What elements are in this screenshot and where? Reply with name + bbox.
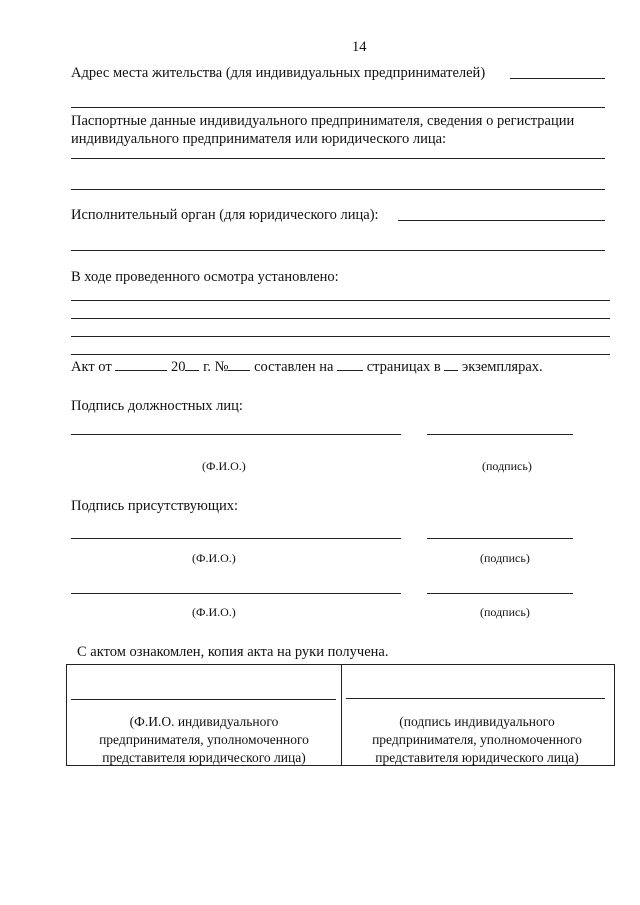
passport-field-line-1[interactable] <box>71 158 605 159</box>
inspection-field-line-3[interactable] <box>71 336 610 337</box>
act-year-field[interactable] <box>185 357 199 371</box>
act-from-label: Акт от <box>71 359 112 375</box>
table-right-caption <box>342 713 612 767</box>
attendees-fio-line-2[interactable] <box>71 593 401 594</box>
officials-signature-line[interactable] <box>427 434 573 435</box>
officials-fio-caption: (Ф.И.О.) <box>202 459 246 473</box>
residence-field-inline[interactable] <box>510 78 605 79</box>
act-year-prefix: 20 <box>170 359 186 375</box>
attendees-signature-line-2[interactable] <box>427 593 573 594</box>
inspection-field-line-4[interactable] <box>71 354 610 355</box>
page-number: 14 <box>352 39 367 55</box>
attendees-signature-caption-2: (подпись) <box>480 605 530 619</box>
table-left-caption-line2: предпринимателя, уполномоченного <box>99 732 309 747</box>
attendees-signature-line-1[interactable] <box>427 538 573 539</box>
act-number-label: г. № <box>203 359 229 375</box>
passport-label-line2: индивидуального предпринимателя или юридического лица: <box>71 131 447 147</box>
passport-label-line1: Паспортные данные индивидуального предпринимателя, сведения о регистрации <box>71 113 575 129</box>
act-number-field[interactable] <box>228 357 250 371</box>
officials-signature-caption: (подпись) <box>482 459 532 473</box>
acknowledgement-text: С актом ознакомлен, копия акта на руки получена. <box>77 644 389 660</box>
table-right-caption-line2: предпринимателя, уполномоченного <box>372 732 582 747</box>
act-line <box>71 357 543 376</box>
act-day-field[interactable] <box>115 357 167 371</box>
table-signature-field-line[interactable] <box>346 698 605 699</box>
table-right-caption-line1: (подпись индивидуального <box>399 714 555 729</box>
act-pages-field[interactable] <box>337 357 363 371</box>
executive-label: Исполнительный орган (для юридического лица): <box>71 207 379 223</box>
table-left-caption <box>67 713 341 767</box>
act-copies-field[interactable] <box>444 357 458 371</box>
passport-field-line-2[interactable] <box>71 189 605 190</box>
attendees-fio-caption-1: (Ф.И.О.) <box>192 551 236 565</box>
attendees-fio-caption-2: (Ф.И.О.) <box>192 605 236 619</box>
inspection-field-line-1[interactable] <box>71 300 610 301</box>
inspection-field-line-2[interactable] <box>71 318 610 319</box>
inspection-label: В ходе проведенного осмотра установлено: <box>71 269 339 285</box>
attendees-signature-caption-1: (подпись) <box>480 551 530 565</box>
residence-field-line[interactable] <box>71 107 605 108</box>
act-compiled-label: составлен на <box>254 359 334 375</box>
executive-field-inline[interactable] <box>398 220 605 221</box>
act-copies-label: экземплярах. <box>462 359 543 375</box>
attendees-fio-line-1[interactable] <box>71 538 401 539</box>
attendees-heading: Подпись присутствующих: <box>71 498 239 514</box>
act-pages-label: страницах в <box>366 359 441 375</box>
table-left-caption-line1: (Ф.И.О. индивидуального <box>129 714 279 729</box>
table-fio-field-line[interactable] <box>71 699 336 700</box>
executive-field-line[interactable] <box>71 250 605 251</box>
officials-heading: Подпись должностных лиц: <box>71 398 243 414</box>
officials-fio-line[interactable] <box>71 434 401 435</box>
residence-label: Адрес места жительства (для индивидуальных предпринимателей) <box>71 65 486 81</box>
table-left-caption-line3: представителя юридического лица) <box>102 750 306 765</box>
table-right-caption-line3: представителя юридического лица) <box>375 750 579 765</box>
